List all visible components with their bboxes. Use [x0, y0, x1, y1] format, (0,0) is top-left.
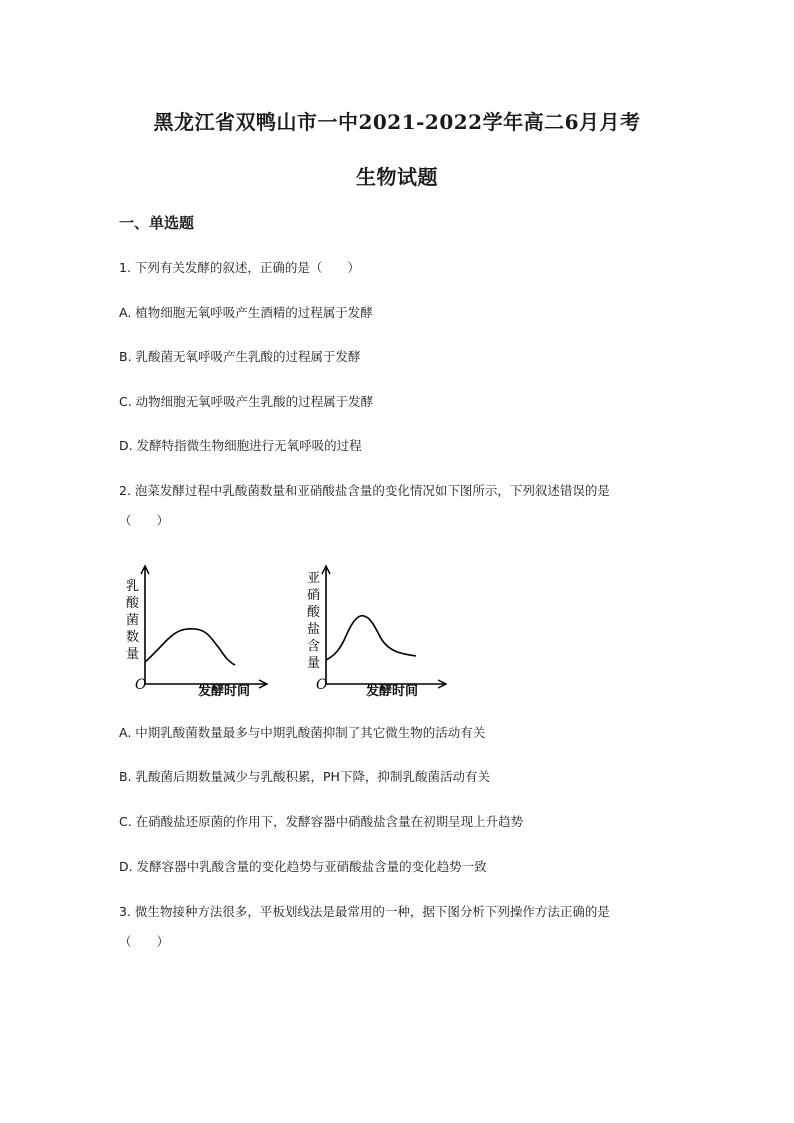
- question-3-stem-paren: （ ）: [119, 934, 170, 949]
- question-1-stem: 1. 下列有关发酵的叙述，正确的是（ ）: [119, 260, 360, 275]
- question-1-option-b: B. 乳酸菌无氧呼吸产生乳酸的过程属于发酵: [119, 349, 361, 364]
- question-1-option-c: C. 动物细胞无氧呼吸产生乳酸的过程属于发酵: [119, 394, 374, 409]
- exam-title: 黑龙江省双鸭山市一中2021-2022学年高二6月月考: [153, 110, 641, 134]
- y-axis-label-char: 菌: [126, 613, 140, 628]
- y-axis-label-char: 量: [126, 647, 140, 662]
- y-axis-label-char: 乳: [126, 579, 140, 594]
- lactic-bacteria-curve: [145, 629, 235, 665]
- question-2-option-a: A. 中期乳酸菌数量最多与中期乳酸菌抑制了其它微生物的活动有关: [119, 725, 486, 740]
- origin-label: O: [135, 677, 147, 693]
- question-2-stem: 2. 泡菜发酵过程中乳酸菌数量和亚硝酸盐含量的变化情况如下图所示，下列叙述错误的是: [119, 483, 610, 498]
- x-axis-label: 发酵时间: [198, 684, 251, 699]
- y-axis-label-char: 酸: [126, 596, 140, 611]
- question-1-option-d: D. 发酵特指微生物细胞进行无氧呼吸的过程: [119, 438, 362, 453]
- question-2-stem-paren: （ ）: [119, 513, 170, 528]
- figure-nitrite-graph: [294, 560, 454, 702]
- y-axis-label-char: 硝: [307, 588, 321, 603]
- y-axis-label-char: 数: [126, 630, 140, 645]
- figure-lactic-bacteria-graph: [115, 560, 275, 702]
- y-axis-label-char: 量: [307, 656, 321, 671]
- x-axis-label: 发酵时间: [366, 684, 419, 699]
- exam-subtitle: 生物试题: [356, 165, 438, 189]
- origin-label: O: [316, 677, 328, 693]
- nitrite-curve: [326, 616, 416, 660]
- y-axis-label-char: 亚: [307, 571, 321, 586]
- y-axis-label-char: 盐: [307, 622, 321, 637]
- section-heading: 一、单选题: [119, 214, 195, 232]
- question-2-option-c: C. 在硝酸盐还原菌的作用下，发酵容器中硝酸盐含量在初期呈现上升趋势: [119, 814, 524, 829]
- y-axis-label-char: 酸: [307, 605, 321, 620]
- question-3-stem: 3. 微生物接种方法很多，平板划线法是最常用的一种，据下图分析下列操作方法正确的是: [119, 904, 610, 919]
- question-1-option-a: A. 植物细胞无氧呼吸产生酒精的过程属于发酵: [119, 305, 373, 320]
- question-2-option-b: B. 乳酸菌后期数量减少与乳酸积累，PH下降，抑制乳酸菌活动有关: [119, 769, 490, 784]
- question-2-option-d: D. 发酵容器中乳酸含量的变化趋势与亚硝酸盐含量的变化趋势一致: [119, 859, 487, 874]
- y-axis-label-char: 含: [307, 639, 321, 654]
